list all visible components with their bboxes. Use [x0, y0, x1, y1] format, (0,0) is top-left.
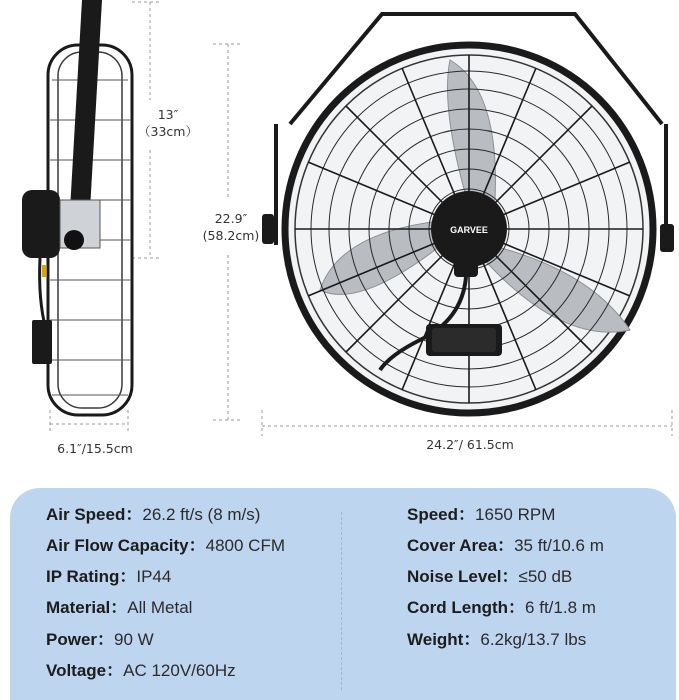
- spec-label: Noise Level：: [407, 567, 519, 586]
- spec-label: Cover Area：: [407, 536, 515, 555]
- spec-label: Material：: [46, 598, 128, 617]
- spec-voltage: [46, 661, 236, 681]
- side-depth-inches: 13″: [157, 107, 179, 122]
- fan-front-view: [262, 14, 674, 413]
- spec-value: ≤50 dB: [518, 567, 573, 586]
- spec-value: 1650 RPM: [475, 505, 556, 524]
- spec-value: 26.2 ft/s (8 m/s): [142, 505, 261, 524]
- spec-label: Voltage：: [46, 661, 124, 680]
- spec-value: All Metal: [127, 598, 193, 617]
- height-label: [190, 210, 272, 244]
- spec-cord-length: [407, 598, 596, 618]
- specs-divider: [341, 512, 342, 690]
- spec-speed: [407, 505, 555, 525]
- spec-value: 4800 CFM: [205, 536, 286, 555]
- spec-value: IP44: [136, 567, 172, 586]
- spec-value: 6 ft/1.8 m: [525, 598, 596, 617]
- spec-weight: [407, 630, 586, 650]
- spec-label: Air Speed：: [46, 505, 143, 524]
- height-cm: (58.2cm): [202, 228, 260, 243]
- spec-label: Power：: [46, 630, 115, 649]
- spec-air-flow: [46, 536, 285, 556]
- spec-air-speed: [46, 505, 260, 525]
- spec-label: Cord Length：: [407, 598, 526, 617]
- fan-brand-label: GARVEE: [450, 225, 488, 235]
- spec-cover-area: [407, 536, 604, 556]
- spec-value: AC 120V/60Hz: [123, 661, 236, 680]
- spec-value: 35 ft/10.6 m: [514, 536, 604, 555]
- spec-label: Weight：: [407, 630, 481, 649]
- fan-side-view: [22, 0, 132, 415]
- spec-material: [46, 598, 192, 618]
- spec-label: IP Rating：: [46, 567, 137, 586]
- side-depth-label: [128, 106, 208, 140]
- front-width-label: 24.2″/ 61.5cm: [426, 437, 514, 452]
- spec-power: [46, 630, 154, 650]
- spec-label: Speed：: [407, 505, 476, 524]
- side-width-label: 6.1″/15.5cm: [57, 441, 133, 456]
- spec-ip-rating: [46, 567, 171, 587]
- spec-value: 6.2kg/13.7 lbs: [480, 630, 587, 649]
- spec-label: Air Flow Capacity：: [46, 536, 206, 555]
- spec-noise-level: [407, 567, 572, 587]
- height-inches: 22.9″: [214, 211, 248, 226]
- spec-value: 90 W: [114, 630, 154, 649]
- side-depth-cm: （33cm）: [138, 124, 198, 139]
